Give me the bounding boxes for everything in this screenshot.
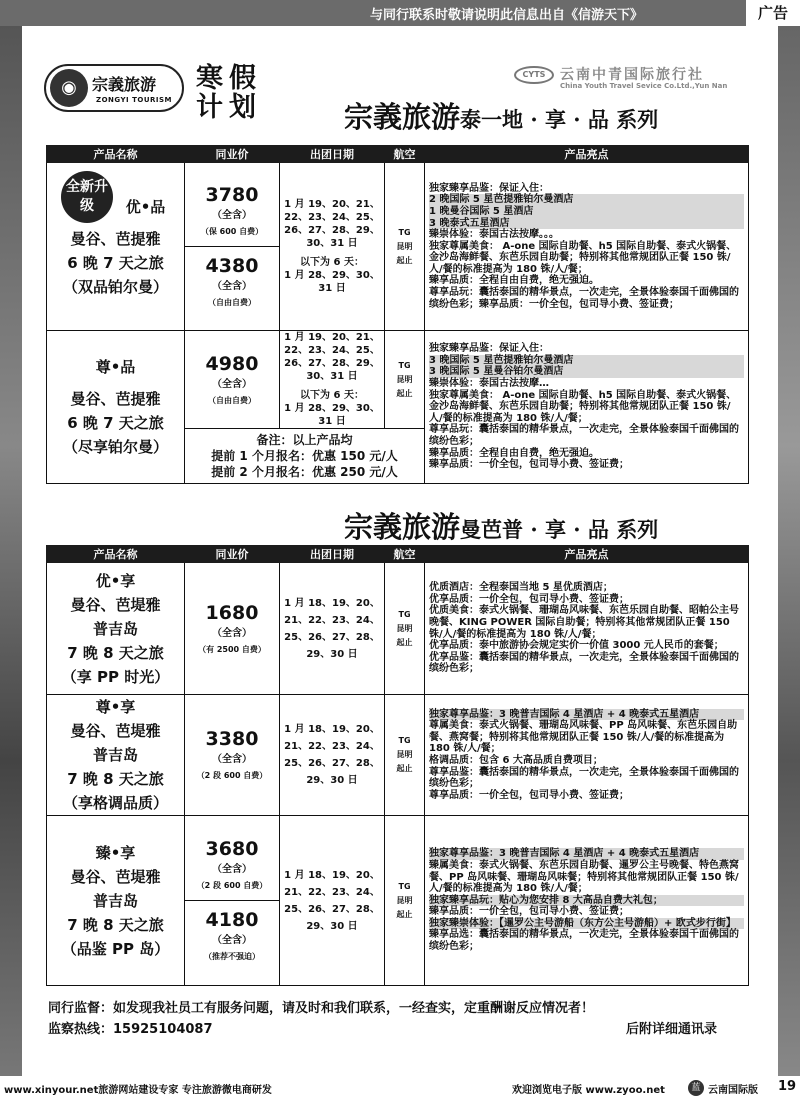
date-line: 29、30 日 [306, 648, 358, 660]
highlight-line: 1 晚曼谷国际 5 星酒店 [429, 206, 744, 218]
airline-code: TG [398, 360, 411, 370]
date-line: 1 月 28、29、30、 [284, 403, 380, 414]
date-line: 26、27、28、29、 [284, 358, 380, 369]
col-highlights: 产品亮点 [425, 546, 749, 563]
table-row [47, 563, 749, 695]
table-row [47, 695, 749, 816]
product-tier: 尊•品 [95, 358, 136, 376]
price-divider [185, 246, 279, 247]
highlight-line: 独家臻享品鉴：保证入住： [429, 343, 549, 355]
price-note: （自由自费） [208, 298, 256, 307]
highlight-line: 独家臻享品鉴：保证入住： [429, 182, 549, 194]
col-product: 产品名称 [47, 546, 185, 563]
product-subtitle: （享 PP 时光） [61, 667, 170, 686]
highlight-line: 优质酒店：全程泰国当地 5 星优质酒店； [429, 582, 613, 594]
col-price: 同业价 [185, 146, 280, 163]
price-note: （2 段 600 自费） [196, 771, 268, 780]
highlight-line: 独家臻享品玩：贴心为您安排 8 大高品自费大礼包； [429, 895, 744, 907]
price-note: （自由自费） [208, 395, 256, 405]
price-value: 4180 [205, 909, 259, 931]
series-1-table [46, 145, 749, 484]
airline-cell [385, 563, 425, 695]
airline-note: 起止 [396, 764, 413, 773]
price-cell [185, 695, 280, 816]
airline-note: 起止 [396, 909, 413, 919]
airline-city: 昆明 [396, 750, 413, 759]
date-line: 30、31 日 [306, 371, 358, 382]
col-product: 产品名称 [47, 146, 185, 163]
remark-line: 提前 2 个月报名：优惠 250 元/人 [211, 465, 398, 479]
highlight-line: 臻享品质：一价全包，包司导小费、签证费； [429, 906, 629, 918]
airline-city: 昆明 [396, 895, 413, 905]
highlights-cell [425, 563, 749, 695]
date-line: 1 月 18、19、20、 [284, 869, 380, 881]
highlight-line: 臻享品质：全程自由自费，绝无强迫。 [429, 447, 599, 459]
table-row [47, 816, 749, 986]
airline-code: TG [398, 736, 411, 745]
airline-note: 起止 [396, 388, 413, 398]
date-line: 25、26、27、28、 [284, 903, 380, 915]
hotline: 监察热线：15925104087 [48, 1022, 213, 1037]
price-tag: （全含） [212, 754, 252, 765]
series-name: 曼芭普 · 享 · 品 系列 [460, 517, 659, 542]
highlight-line: 臻享品质：全程自由自费，绝无强迫。 [429, 275, 599, 287]
product-subtitle: （尽享铂尔曼） [62, 438, 168, 456]
date-line: 25、26、27、28、 [284, 631, 380, 643]
airline-code: TG [398, 609, 411, 619]
page-number: 19 [778, 1079, 797, 1094]
ad-label: 广告 [746, 0, 800, 26]
highlight-line: 独家尊享品鉴：3 晚普吉国际 4 星酒店 + 4 晚泰式五星酒店 [429, 709, 744, 721]
price-tag: （全含） [212, 281, 252, 292]
highlight-line: 臻崇体验：泰国古法按摩… [429, 378, 549, 390]
highlight-line: 臻享品选：囊括泰国的精华景点，一次走完，全景体验泰国千面佛国的缤纷色彩； [429, 929, 739, 953]
highlight-line: 尊属美食：泰式火锅餐、珊瑚岛风味餐、PP 岛风味餐、东芭乐园自助餐、燕窝餐；特别将其他常规团队正餐 150 铢/人/餐的标准提高为 180 铢/人/餐； [429, 720, 738, 755]
series-title-2 [344, 505, 658, 546]
price-tag: （全含） [212, 864, 252, 875]
date-line: 1 月 18、19、20、 [284, 597, 380, 609]
edition-label: 云南国际版 [708, 1085, 758, 1096]
supervision-notice: 同行监督：如发现我社员工有服务问题，请及时和我们联系，一经查实，定重酬谢反应情况者！ [48, 1001, 595, 1016]
zongyi-logo [44, 64, 184, 112]
price-value: 1680 [205, 601, 259, 624]
price-note: （2 段 600 自费） [196, 881, 268, 890]
product-tier: 臻•享 [95, 843, 136, 862]
product-route: 曼谷、芭堤雅 [70, 867, 161, 886]
highlight-line: 独家尊属美食： A-one 国际自助餐、h5 国际自助餐、泰式火锅餐、金沙岛海鲜餐、东芭乐园自助餐；特别将其他常规团队正餐 150 铢/人/餐的标准提高为 180 铢/人/餐； [429, 389, 737, 424]
dates-cell [280, 163, 385, 331]
col-dates: 出团日期 [280, 146, 385, 163]
highlight-line: 优享品鉴：囊括泰国的精华景点，一次走完，全景体验泰国千面佛国的缤纷色彩； [429, 651, 739, 675]
dates-cell [280, 695, 385, 816]
highlight-line: 臻崇体验：泰国古法按摩。。。 [429, 229, 559, 241]
highlight-line: 3 晚泰式五星酒店 [429, 218, 744, 230]
price-divider [185, 900, 279, 901]
logo-cn: 宗義旅游 [92, 75, 157, 94]
price-value: 3380 [205, 728, 259, 750]
highlight-line: 独家尊属美食： A-one 国际自助餐、h5 国际自助餐、泰式火锅餐、金沙岛海鲜餐、东芭乐园自助餐；特别将其他常规团队正餐 150 铢/人/餐的标准提高为 180 铢/人/餐； [429, 240, 737, 275]
table-row [47, 331, 749, 429]
airline-cell [385, 816, 425, 986]
date-line: 1 月 18、19、20、 [284, 724, 380, 735]
highlight-line: 尊享品质：一价全包，包司导小费、签证费； [429, 789, 629, 801]
series-name: 泰一地 · 享 · 品 系列 [460, 107, 659, 132]
table-header-row [47, 546, 749, 563]
top-banner [0, 0, 800, 26]
agency-name-en: China Youth Travel Sevice Co.Ltd.,Yun Nan [560, 82, 728, 90]
date-line: 31 日 [318, 416, 346, 427]
date-line: 21、22、23、24、 [284, 614, 380, 626]
highlight-line: 臻享品质：一价全包，包司导小费、签证费； [429, 459, 629, 471]
product-tier: 优•品 [125, 197, 166, 216]
date-line: 22、23、24、25、 [284, 212, 380, 223]
series-brand: 宗義旅游 [344, 510, 461, 544]
series-2-table [46, 545, 749, 986]
highlight-line: 尊享品鉴：囊括泰国的精华景点，一次走完，全景体验泰国千面佛国的缤纷色彩； [429, 766, 739, 790]
col-airline: 航空 [385, 546, 425, 563]
date-line: 1 月 19、20、21、 [284, 332, 380, 343]
product-island: 普吉岛 [92, 746, 138, 764]
airline-city: 昆明 [396, 374, 413, 384]
airline-code: TG [398, 227, 411, 237]
airline-note: 起止 [396, 255, 413, 265]
product-duration: 6 晚 7 天之旅 [67, 253, 164, 272]
price-cell [185, 563, 280, 695]
highlight-line: 独家尊享品鉴：3 晚普吉国际 4 星酒店 + 4 晚泰式五星酒店 [429, 848, 744, 860]
product-duration: 7 晚 8 天之旅 [67, 915, 164, 934]
price-cell [185, 816, 280, 986]
table-header-row [47, 146, 749, 163]
dates-cell [280, 331, 385, 429]
date-line: 1 月 28、29、30、 [284, 270, 380, 281]
date-line: 29、30 日 [306, 920, 358, 932]
product-subtitle: （享格调品质） [62, 794, 168, 812]
campaign-title: 寒假计划 [196, 63, 262, 123]
product-tier: 尊•享 [95, 698, 136, 716]
product-duration: 7 晚 8 天之旅 [67, 770, 164, 788]
highlight-line: 3 晚国际 5 星曼谷铂尔曼酒店 [429, 366, 744, 378]
product-cell [47, 331, 185, 484]
product-route: 曼谷、芭提雅 [70, 390, 161, 408]
date-line: 29、30 日 [306, 775, 358, 786]
col-airline: 航空 [385, 146, 425, 163]
price-cell [185, 163, 280, 331]
product-duration: 6 晚 7 天之旅 [67, 414, 164, 432]
price-value: 4380 [205, 255, 259, 277]
product-route: 曼谷、芭堤雅 [70, 595, 161, 614]
product-cell [47, 695, 185, 816]
highlights-cell [425, 163, 749, 331]
bottom-bar [0, 1077, 800, 1100]
six-day-label: 以下为 6 天： [300, 390, 364, 401]
airline-city: 昆明 [396, 241, 413, 251]
airline-cell [385, 331, 425, 429]
price-note: （保 600 自费） [200, 227, 264, 236]
highlight-line: 格调品质：包含 6 大高品质自费项目； [429, 755, 603, 766]
col-price: 同业价 [185, 546, 280, 563]
remark-cell [185, 429, 425, 484]
background-photo-right [778, 26, 800, 1076]
footprint-icon: ◉ [50, 69, 88, 107]
product-subtitle: （品鉴 PP 岛） [61, 939, 170, 958]
series-brand: 宗義旅游 [344, 100, 461, 134]
highlight-line: 优享品质：泰中旅游协会规定实价一价值 3000 元人民币的套餐； [429, 640, 724, 652]
price-note: （有 2500 自费） [198, 644, 266, 654]
price-cell [185, 331, 280, 429]
highlights-cell [425, 331, 749, 484]
highlights-cell [425, 816, 749, 986]
directory-note: 后附详细通讯录 [626, 1022, 718, 1037]
source-notice: 与同行联系时敬请说明此信息出自《信游天下》 [370, 8, 644, 23]
remark-line: 备注：以上产品均 [256, 433, 353, 447]
highlight-line: 独家臻崇体验：【暹罗公主号游船（东方公主号游船）+ 欧式步行街】 [429, 918, 744, 930]
date-line: 22、23、24、25、 [284, 345, 380, 356]
airline-note: 起止 [396, 637, 413, 647]
six-day-label: 以下为 6 天： [300, 257, 364, 268]
dates-cell [280, 816, 385, 986]
highlight-line: 臻属美食：泰式火锅餐、东芭乐园自助餐、暹罗公主号晚餐、特色燕窝餐、PP 岛风味餐、珊瑚岛风味餐；特别将其他常规团队正餐 150 铢/人/餐的标准提高为 180 铢/人/餐； [429, 859, 739, 895]
price-tag: （全含） [212, 935, 252, 946]
airline-city: 昆明 [396, 623, 413, 633]
date-line: 21、22、23、24、 [284, 741, 380, 752]
agency-name-cn: 云南中青国际旅行社 [560, 67, 704, 83]
highlight-line: 2 晚国际 5 星芭提雅铂尔曼酒店 [429, 194, 744, 206]
date-line: 25、26、27、28、 [284, 758, 380, 769]
product-cell [47, 563, 185, 695]
price-value: 4980 [205, 352, 259, 375]
highlight-line: 3 晚国际 5 星芭提雅铂尔曼酒店 [429, 355, 744, 367]
highlights-cell [425, 695, 749, 816]
price-value: 3680 [205, 838, 259, 860]
date-line: 26、27、28、29、 [284, 225, 380, 236]
remark-line: 提前 1 个月报名：优惠 150 元/人 [211, 449, 398, 463]
product-subtitle: （双品铂尔曼） [62, 277, 168, 296]
date-line: 30、31 日 [306, 238, 358, 249]
highlight-line: 尊享品玩：囊括泰国的精华景点，一次走完，全景体验泰国千面佛国的缤纷色彩；臻享品质：一价全包，包司导小费、签证费； [429, 287, 739, 310]
site-credit: www.xinyour.net旅游网站建设专家 专注旅游微电商研发 [4, 1085, 272, 1096]
product-duration: 7 晚 8 天之旅 [67, 643, 164, 662]
date-line: 21、22、23、24、 [284, 886, 380, 898]
product-island: 普吉岛 [92, 891, 138, 910]
lan-badge-icon: 蓝 [688, 1080, 704, 1096]
product-tier: 优•享 [95, 571, 136, 590]
date-line: 31 日 [318, 283, 346, 294]
product-cell [47, 816, 185, 986]
highlight-line: 尊享品玩：囊括泰国的精华景点，一次走完，全景体验泰国千面佛国的缤纷色彩； [429, 424, 739, 447]
ebook-link[interactable]: 欢迎浏览电子版 www.zyoo.net [512, 1085, 665, 1096]
price-tag: （全含） [212, 627, 252, 639]
highlight-line: 优质美食：泰式火锅餐、珊瑚岛风味餐、东芭乐园自助餐、昭帕公主号晚餐、KING POWER 国际自助餐；特别将其他常规团队正餐 150 铢/人/餐的标准提高为 180 铢/人/餐； [429, 605, 739, 640]
series-title-1 [344, 95, 658, 136]
airline-cell [385, 695, 425, 816]
product-island: 普吉岛 [92, 619, 138, 638]
price-note: （推荐不强迫） [204, 952, 260, 961]
price-tag: （全含） [212, 378, 252, 390]
dates-cell [280, 563, 385, 695]
product-route: 曼谷、芭堤雅 [70, 722, 161, 740]
highlight-line: 优享品质：一价全包，包司导小费、签证费； [429, 593, 629, 605]
new-upgrade-badge: 全新升级 [61, 171, 113, 223]
col-highlights: 产品亮点 [425, 146, 749, 163]
date-line: 1 月 19、20、21、 [284, 199, 380, 210]
price-value: 3780 [205, 184, 259, 206]
airline-cell [385, 163, 425, 331]
background-photo-left [0, 26, 22, 1076]
product-route: 曼谷、芭提雅 [70, 229, 161, 248]
price-tag: （全含） [212, 210, 252, 221]
cyts-emblem: CYTS [514, 66, 554, 84]
logo-en: ZONGYI TOURISM [96, 96, 172, 104]
table-row [47, 163, 749, 331]
col-dates: 出团日期 [280, 546, 385, 563]
airline-code: TG [398, 881, 411, 891]
product-cell [47, 163, 185, 331]
